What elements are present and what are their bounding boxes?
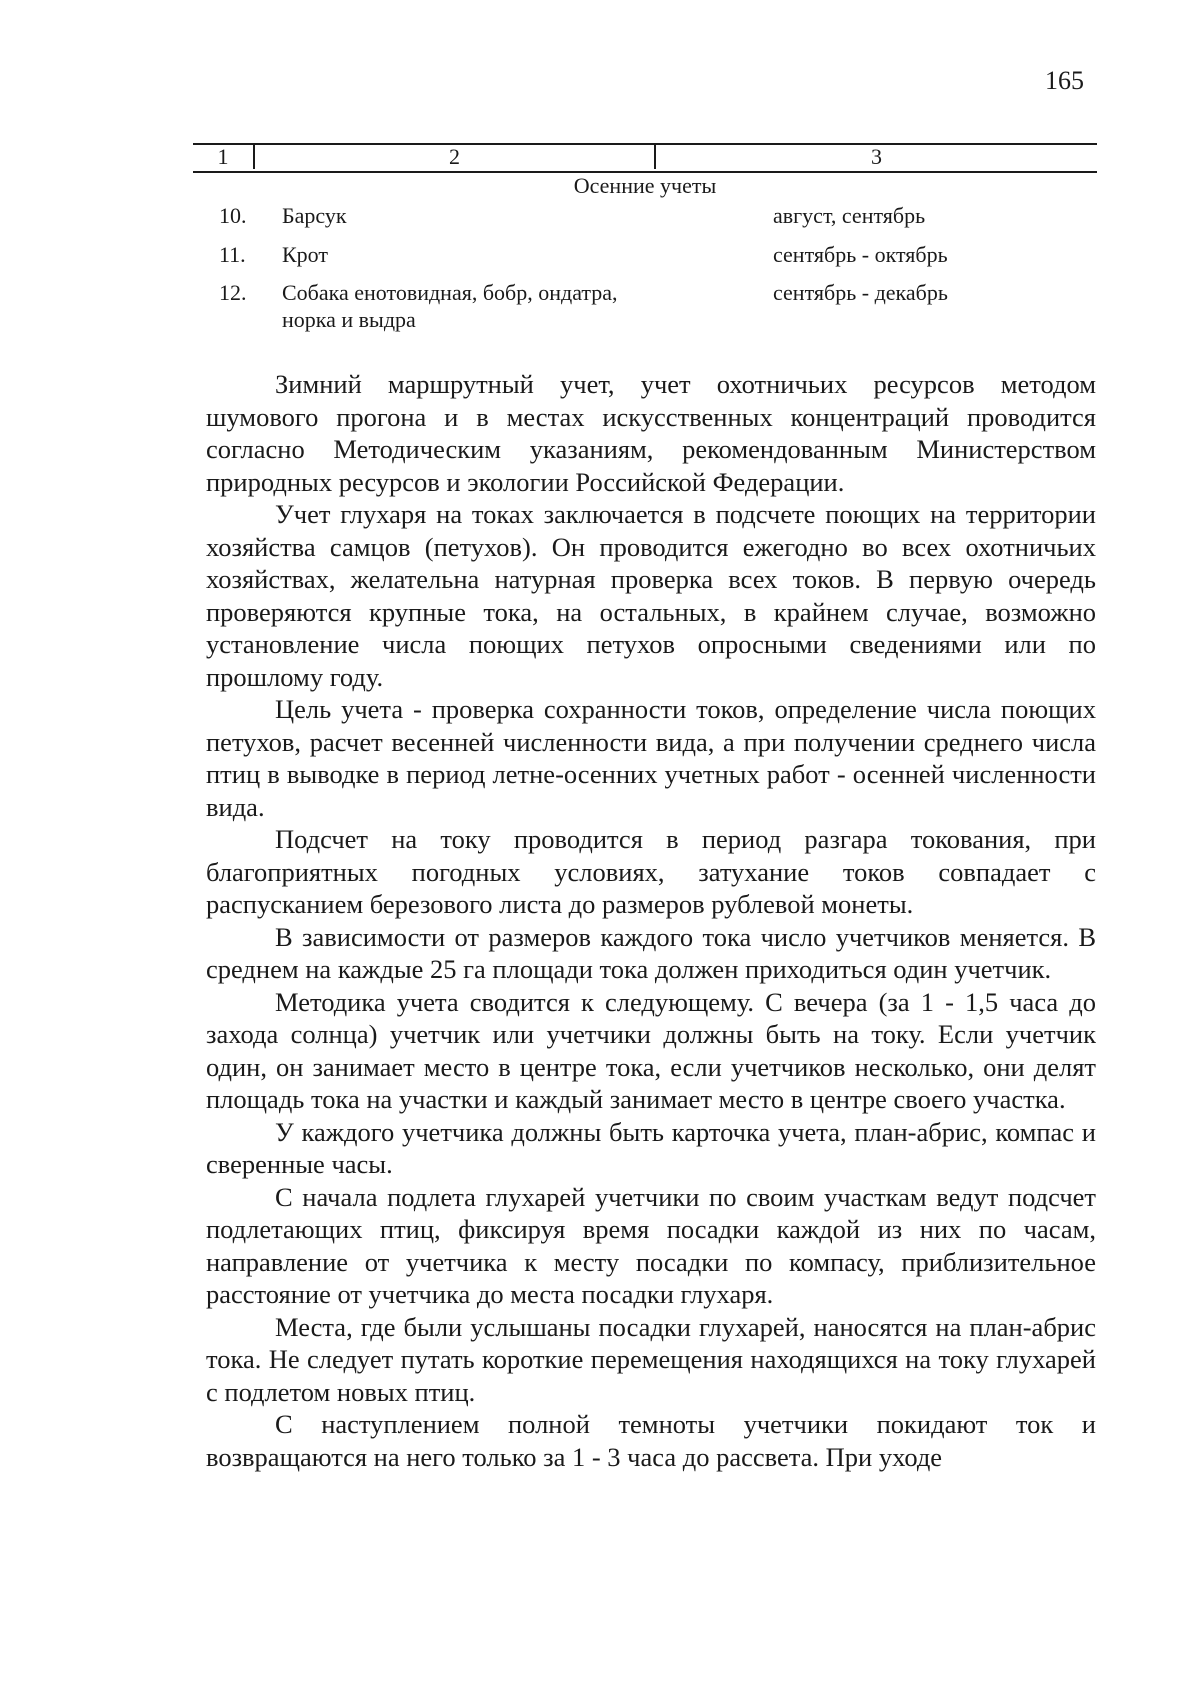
- column-header-3: 3: [871, 144, 882, 169]
- table-section-title: Осенние учеты: [573, 173, 717, 198]
- paragraph: Учет глухаря на токах заключается в подсчете поющих на территории хозяйства самцов (петухов). Он проводится ежегодно во всех охотничьих хозяйствах, желательна натурная проверка всех токов. В первую очередь проверяются крупные тока, на остальных, в крайнем случае, возможно установление числа поющих петухов опросными сведениями или по прошлому году.: [206, 499, 1096, 692]
- animal-name: Крот: [282, 242, 328, 267]
- paragraph: Цель учета - проверка сохранности токов, определение числа поющих петухов, расчет весенней численности вида, а при получении среднего числа птиц в выводке в период летне-осенних учетных работ - осенней численности вида.: [206, 694, 1096, 822]
- table-header-row: [193, 143, 1097, 173]
- body-text: [206, 368, 1096, 1473]
- paragraph: С наступлением полной темноты учетчики покидают ток и возвращаются на него только за 1 - 3 часа до рассвета. При уходе: [206, 1409, 1096, 1472]
- paragraph: Места, где были услышаны посадки глухарей, наносятся на план-абрис тока. Не следует путать короткие перемещения находящихся на току глухарей с подлетом новых птиц.: [206, 1311, 1096, 1407]
- column-header-2: 2: [449, 144, 460, 169]
- animal-name: Барсук: [282, 203, 347, 228]
- animal-name: Собака енотовидная, бобр, ондатра, норка и выдра: [282, 280, 618, 332]
- seasonal-census-table: [193, 143, 1097, 332]
- census-period: сентябрь - октябрь: [773, 242, 948, 267]
- row-number: 11.: [219, 242, 246, 267]
- paragraph: В зависимости от размеров каждого тока число учетчиков меняется. В среднем на каждые 25 га площади тока должен приходиться один учетчик.: [206, 921, 1096, 984]
- census-period: сентябрь - декабрь: [773, 280, 948, 305]
- page-number: 165: [1045, 66, 1084, 95]
- paragraph: Подсчет на току проводится в период разгара токования, при благоприятных погодных условиях, затухание токов совпадает с распусканием березового листа до размеров рублевой монеты.: [206, 824, 1096, 919]
- paragraph: У каждого учетчика должны быть карточка учета, план-абрис, компас и сверенные часы.: [206, 1116, 1096, 1179]
- census-period: август, сентябрь: [773, 203, 926, 228]
- column-header-1: 1: [217, 144, 229, 169]
- paragraph: Зимний маршрутный учет, учет охотничьих ресурсов методом шумового прогона и в местах искусственных концентраций проводится согласно Методическим указаниям, рекомендованным Министерством природных ресурсов и экологии Российской Федерации.: [206, 369, 1096, 497]
- paragraph: Методика учета сводится к следующему. С вечера (за 1 - 1,5 часа до захода солнца) учетчик или учетчики должны быть на току. Если учетчик один, он занимает место в центре тока, если учетчиков несколько, они делят площадь тока на участки и каждый занимает место в центре своего участка.: [206, 986, 1096, 1114]
- paragraph: С начала подлета глухарей учетчики по своим участкам ведут подсчет подлетающих птиц, фиксируя время посадки каждой из них по часам, направление от учетчика к месту посадки по компасу, приблизительное расстояние от учетчика до места посадки глухаря.: [206, 1181, 1096, 1309]
- row-number: 12.: [219, 280, 247, 305]
- row-number: 10.: [219, 203, 247, 228]
